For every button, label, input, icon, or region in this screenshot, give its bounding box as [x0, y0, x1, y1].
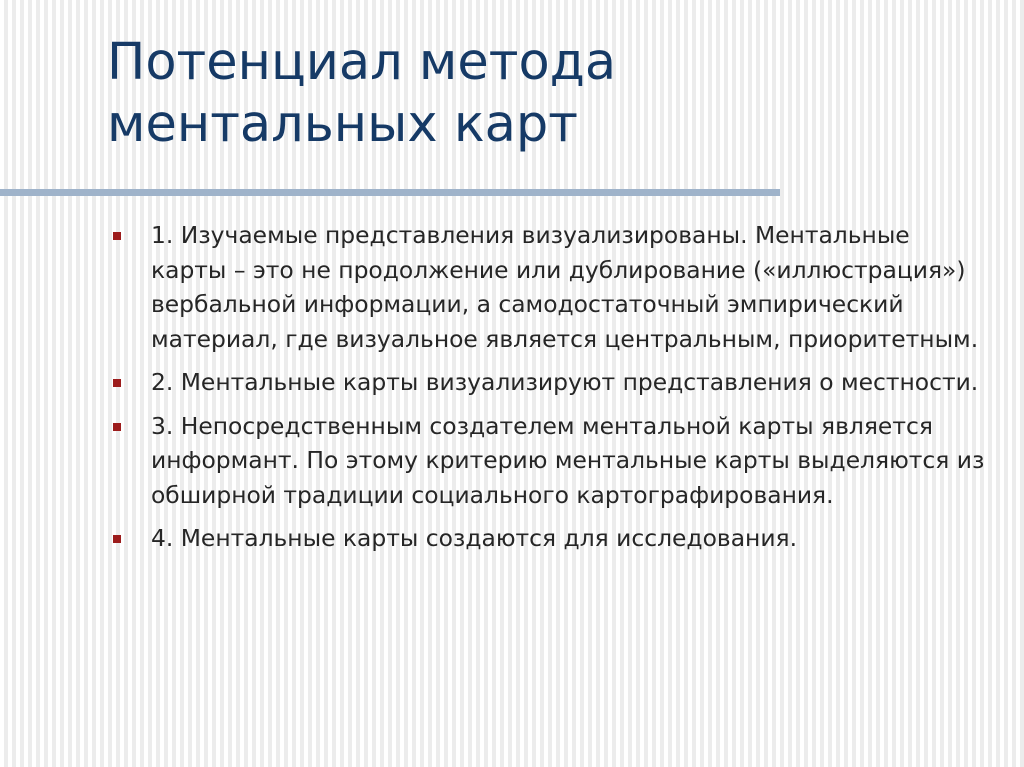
bullet-text-2: 2. Ментальные карты визуализируют представления о местности.	[151, 368, 979, 396]
bullet-text-3: 3. Непосредственным создателем ментальной карты является информант. По этому критерию ментальные карты выделяются из обширной традиции социального картографирования.	[151, 411, 985, 509]
bullet-item-2	[110, 365, 990, 400]
bullet-text-4: 4. Ментальные карты создаются для исследования.	[151, 524, 798, 552]
square-bullet-icon	[113, 423, 121, 431]
bullet-item-1	[110, 218, 990, 356]
slide-title-line-2: ментальных карт	[107, 95, 578, 154]
square-bullet-icon	[113, 535, 121, 543]
slide-title-line-1: Потенциал метода	[107, 33, 617, 92]
bullet-item-4	[110, 521, 990, 556]
bullet-item-3	[110, 409, 990, 513]
bullet-list	[110, 218, 990, 565]
slide-title	[107, 32, 987, 156]
bullet-text-1: 1. Изучаемые представления визуализированы. Ментальные карты – это не продолжение или дублирование («иллюстрация») вербальной информации, а самодостаточный эмпирический материал, где визуальное является центральным, приоритетным.	[151, 221, 979, 353]
square-bullet-icon	[113, 232, 121, 240]
title-divider	[0, 189, 780, 196]
square-bullet-icon	[113, 379, 121, 387]
